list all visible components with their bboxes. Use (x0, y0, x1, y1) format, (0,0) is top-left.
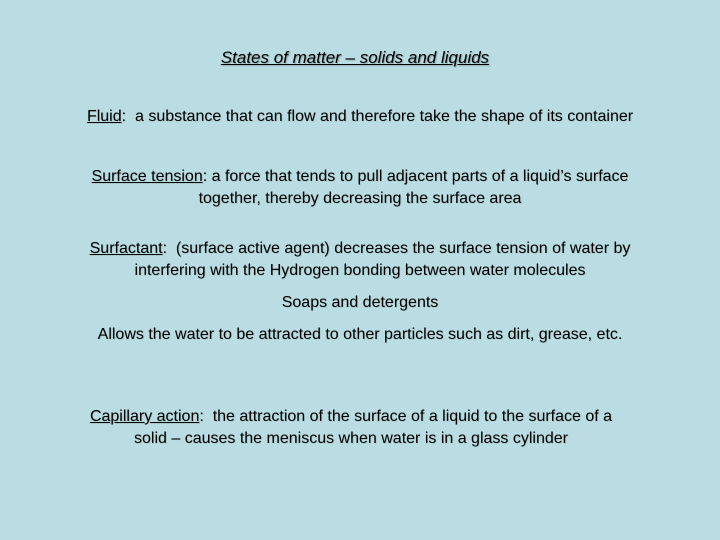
surfactant-separator: : (162, 240, 176, 257)
capillary-action-term: Capillary action (89, 408, 200, 425)
capillary-action-definition (30, 406, 672, 450)
capillary-action-line2: solid – causes the meniscus when water is in a glass cylinder (134, 430, 568, 447)
surface-tension-definition (30, 166, 690, 210)
capillary-action-separator: : (199, 408, 213, 425)
fluid-separator: : (121, 108, 135, 125)
surfactant-term: Surfactant (89, 240, 163, 257)
fluid-term: Fluid (86, 108, 122, 125)
surfactant-line1: (surface active agent) decreases the surface tension of water by (175, 240, 631, 257)
fluid-definition (30, 106, 690, 128)
surfactant-definition (30, 238, 690, 282)
surfactant-line2: interfering with the Hydrogen bonding between water molecules (134, 262, 586, 279)
slide-title: States of matter – solids and liquids (220, 48, 490, 67)
fluid-text: a substance that can flow and therefore take the shape of its container (134, 108, 634, 125)
surface-tension-separator: : (202, 168, 212, 185)
surface-tension-line2: together, thereby decreasing the surface area (198, 190, 522, 207)
soaps-text: Soaps and detergents (281, 294, 439, 311)
capillary-action-line1: the attraction of the surface of a liquid to the surface of a (212, 408, 613, 425)
surface-tension-line1: a force that tends to pull adjacent parts of a liquid’s surface (211, 168, 629, 185)
surface-tension-term: Surface tension (91, 168, 203, 185)
allows-text: Allows the water to be attracted to other particles such as dirt, grease, etc. (97, 326, 623, 343)
